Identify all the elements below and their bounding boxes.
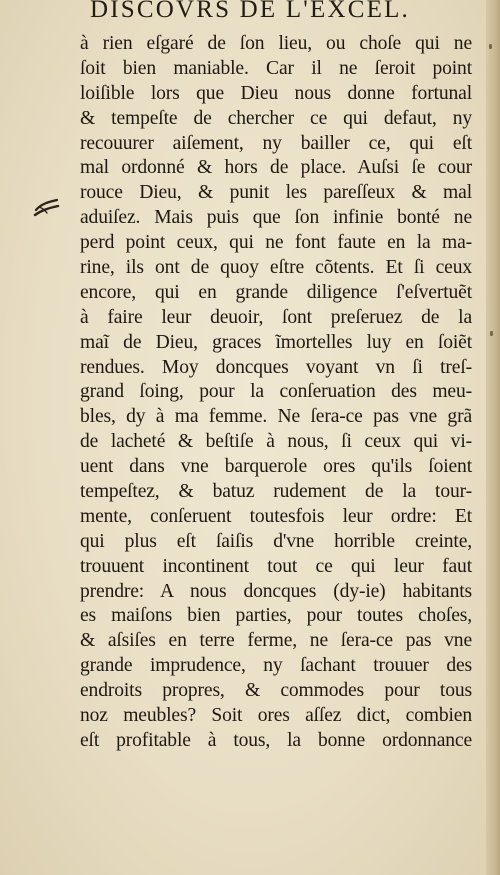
text-line: rouce Dieu, & punit les pareſſeux & mal xyxy=(80,182,472,204)
text-line: eſt profitable à tous, la bonne ordonnance xyxy=(80,729,472,751)
text-line: qui plus eſt ſaiſis d'vne horrible creinte, xyxy=(80,530,472,552)
text-line: à faire leur deuoir, ſont preſeruez de la xyxy=(80,306,472,328)
running-head: DISCOVRS DE L'EXCEL. xyxy=(89,0,411,23)
text-line: endroits propres, & commodes pour tous xyxy=(80,680,472,702)
gutter-mark xyxy=(490,331,493,336)
text-line: de lacheté & beſtiſe à nous, ſi ceux qui vi- xyxy=(80,431,472,453)
text-line: es maiſons bien parties, pour toutes choſes, xyxy=(80,605,472,627)
text-line: maĩ de Dieu, graces ĩmortelles luy en ſoiẽt xyxy=(80,331,472,353)
text-line: ſoit bien maniable. Car il ne ſeroit point xyxy=(80,57,472,79)
text-line: à rien eſgaré de ſon lieu, ou choſe qui ne xyxy=(80,33,472,54)
text-line: & tempeſte de chercher ce qui defaut, ny xyxy=(80,107,472,129)
text-line: perd point ceux, qui ne font faute en la ma- xyxy=(80,232,472,254)
text-line: bles, dy à ma femme. Ne ſera-ce pas vne grã xyxy=(80,406,472,428)
text-line: noz meubles? Soit ores aſſez dict, combien xyxy=(80,705,472,727)
text-line: prendre: A nous doncques (dy-ie) habitants xyxy=(80,580,472,602)
text-line: uent dans vne barquerole ores qu'ils ſoient xyxy=(80,456,472,478)
text-line: encore, qui en grande diligence ſ'eſvertuẽt xyxy=(80,281,472,303)
text-line: grande imprudence, ny ſachant trouuer des xyxy=(80,655,472,677)
text-line: tempeſtez, & batuz rudement de la tour- xyxy=(80,481,472,503)
text-line: loiſible lors que Dieu nous donne fortunal xyxy=(80,82,472,104)
text-line: grand ſoing, pour la conſeruation des meu- xyxy=(80,381,472,403)
text-line: & aſsiſes en terre ferme, ne ſera-ce pas vne xyxy=(80,630,472,652)
text-line: aduiſez. Mais puis que ſon infinie bonté ne xyxy=(80,207,472,229)
text-line: trouuent incontinent tout ce qui leur faut xyxy=(80,555,472,577)
body-text xyxy=(80,32,472,754)
text-line: mente, conſeruent toutesfois leur ordre: Et xyxy=(80,505,472,527)
text-line: mal ordonné & hors de place. Auſsi ſe cour xyxy=(80,157,472,179)
text-line: rine, ils ont de quoy eſtre cõtents. Et ſi ceux xyxy=(80,257,472,279)
page-gutter xyxy=(486,0,500,875)
text-line: recouurer aiſement, ny bailler ce, qui eſt xyxy=(80,132,472,154)
text-line: rendues. Moy doncques voyant vn ſi treſ- xyxy=(80,356,472,378)
manicule-flourish-icon xyxy=(33,196,61,218)
gutter-mark xyxy=(489,44,492,49)
